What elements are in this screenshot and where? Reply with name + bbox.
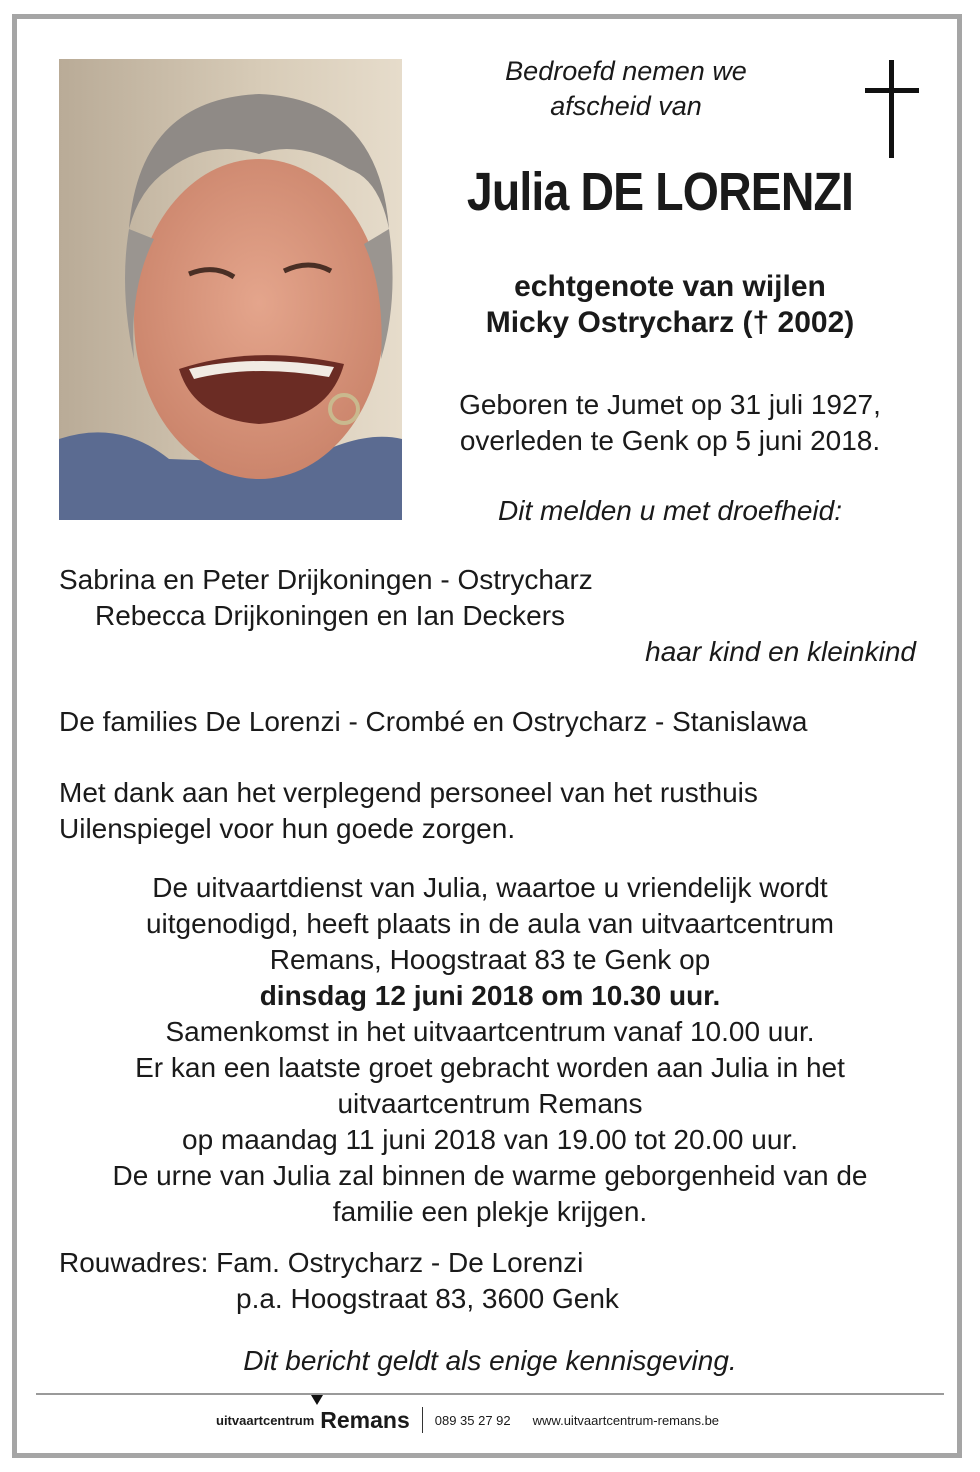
thanks-line-2: Uilenspiegel voor hun goede zorgen. <box>59 813 516 844</box>
birth-death-info <box>410 387 930 459</box>
footer-phone: 089 35 27 92 <box>434 1412 511 1428</box>
logo-triangle-icon <box>311 1395 323 1405</box>
thanks-text <box>59 775 758 847</box>
spouse-line-2: Micky Ostrycharz († 2002) <box>485 306 855 339</box>
company-name-text: Remans <box>320 1406 410 1433</box>
service-line: uitgenodigd, heeft plaats in de aula van uitvaartcentrum <box>145 908 834 939</box>
intro-line-2: afscheid van <box>550 91 702 121</box>
footer-separator <box>422 1407 423 1433</box>
footer <box>216 1405 719 1435</box>
service-line: Remans, Hoogstraat 83 te Genk op <box>269 944 711 975</box>
died-line: overleden te Genk op 5 juni 2018. <box>459 425 881 456</box>
intro-line-1: Bedroefd nemen we <box>505 56 747 86</box>
company-prefix: uitvaartcentrum <box>216 1412 315 1428</box>
service-line: De uitvaartdienst van Julia, waartoe u vriendelijk wordt <box>152 872 828 903</box>
company-name <box>320 1407 409 1434</box>
service-line: Samenkomst in het uitvaartcentrum vanaf 10.00 uur. <box>165 1016 815 1047</box>
notice-line: Dit bericht geldt als enige kennisgeving. <box>243 1345 737 1376</box>
intro-text <box>440 54 812 124</box>
address-line-2: p.a. Hoogstraat 83, 3600 Genk <box>236 1283 619 1314</box>
address-line-1: Rouwadres: Fam. Ostrycharz - De Lorenzi <box>59 1247 584 1278</box>
service-date: dinsdag 12 juni 2018 om 10.30 uur. <box>259 980 721 1011</box>
cross-icon <box>862 60 922 158</box>
spouse-line-1: echtgenote van wijlen <box>514 270 826 303</box>
thanks-line-1: Met dank aan het verplegend personeel van het rusthuis <box>59 777 758 808</box>
family-line-2: Rebecca Drijkoningen en Ian Deckers <box>95 600 566 631</box>
portrait-photo <box>59 59 402 520</box>
family-relation: haar kind en kleinkind <box>645 636 916 667</box>
spouse-info <box>420 269 920 341</box>
deceased-name: Julia DE LORENZI <box>466 162 854 222</box>
service-line: uitvaartcentrum Remans <box>337 1088 643 1119</box>
footer-divider <box>36 1393 944 1395</box>
service-line: Er kan een laatste groet gebracht worden aan Julia in het <box>135 1052 845 1083</box>
footer-website: www.uitvaartcentrum-remans.be <box>532 1412 720 1428</box>
service-line: De urne van Julia zal binnen de warme geborgenheid van de <box>112 1160 868 1191</box>
born-line: Geboren te Jumet op 31 juli 1927, <box>459 389 881 420</box>
service-line: familie een plekje krijgen. <box>332 1196 648 1227</box>
announcement-line: Dit melden u met droefheid: <box>498 495 842 526</box>
families-line: De families De Lorenzi - Crombé en Ostrycharz - Stanislawa <box>59 706 808 737</box>
service-info <box>40 870 940 1230</box>
family-line-1: Sabrina en Peter Drijkoningen - Ostrycharz <box>59 564 593 595</box>
service-line: op maandag 11 juni 2018 van 19.00 tot 20.00 uur. <box>182 1124 798 1155</box>
